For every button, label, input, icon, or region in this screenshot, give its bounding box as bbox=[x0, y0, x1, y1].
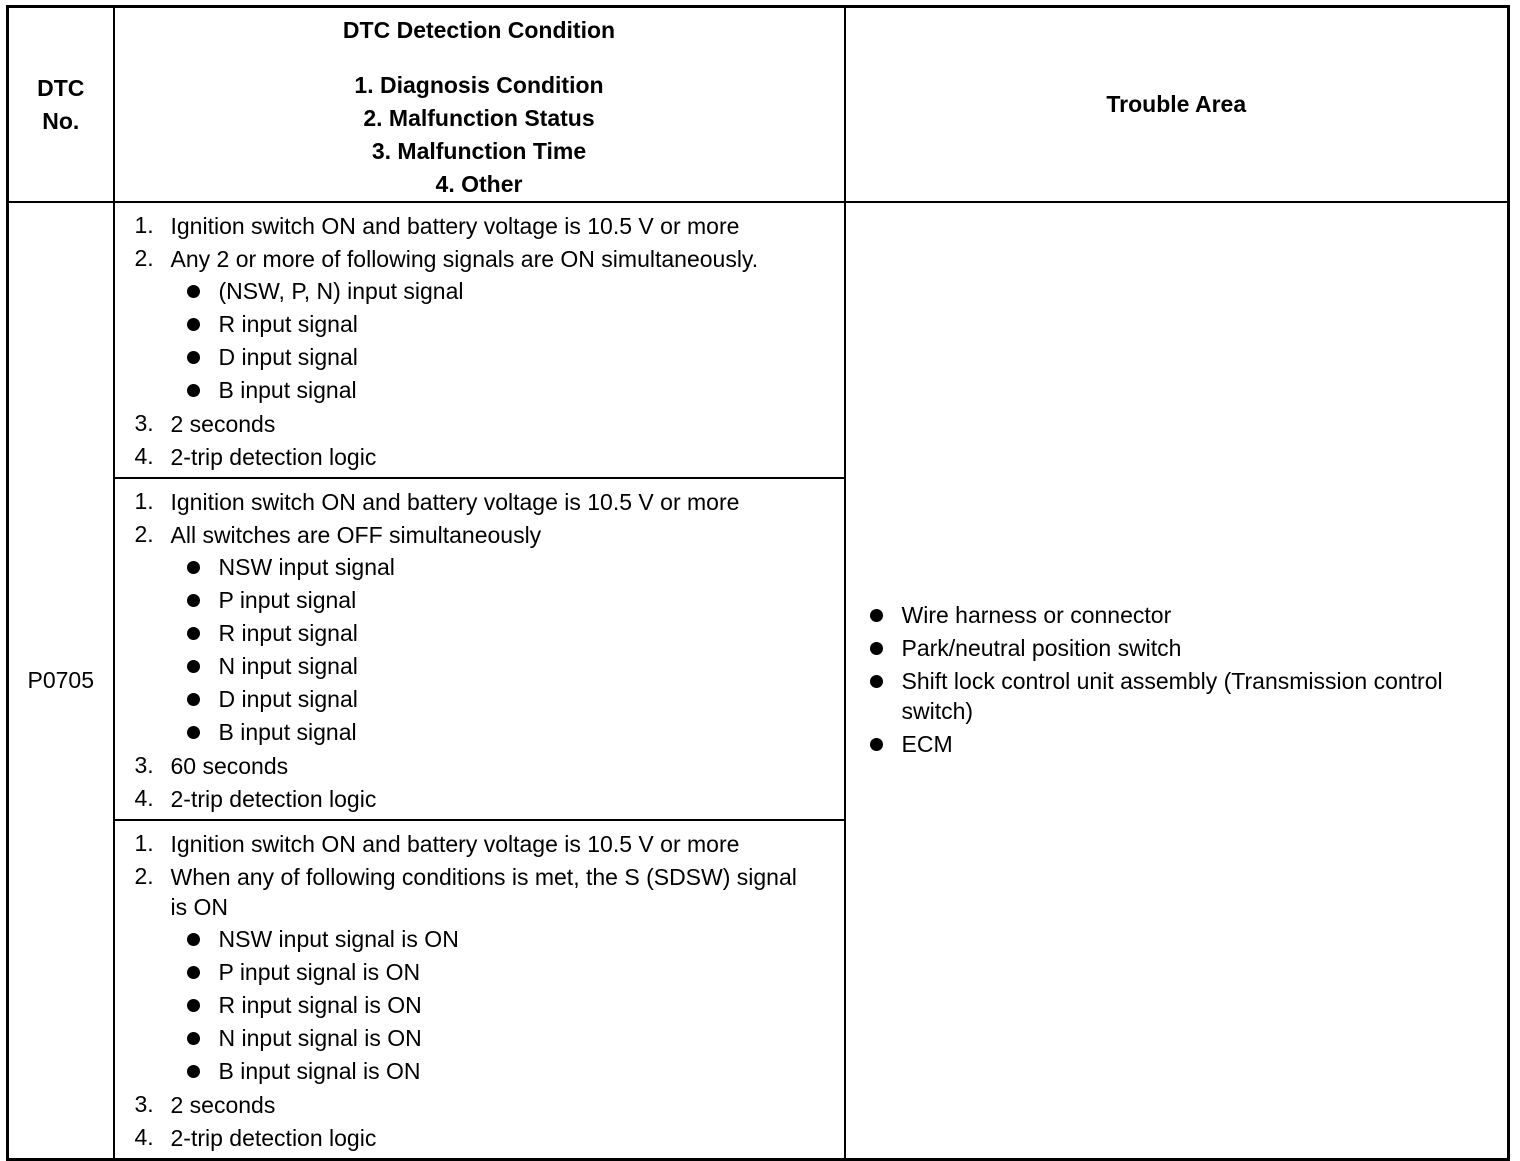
signal-item bbox=[135, 551, 844, 584]
condition-cell bbox=[114, 820, 845, 1160]
list-number: 2. bbox=[134, 521, 154, 547]
signal-text: R input signal is ON bbox=[218, 992, 422, 1018]
bullet-icon bbox=[187, 627, 200, 640]
signal-text: R input signal bbox=[218, 620, 358, 646]
bullet-icon bbox=[870, 738, 883, 751]
condition-cell bbox=[114, 202, 845, 478]
status-line bbox=[135, 860, 844, 923]
dtc-table bbox=[6, 5, 1510, 1161]
list-number: 1. bbox=[134, 830, 154, 856]
list-number: 4. bbox=[134, 443, 154, 469]
condition-cell bbox=[114, 478, 845, 820]
signal-text: B input signal bbox=[218, 719, 357, 745]
status-line bbox=[135, 518, 844, 551]
bullet-icon bbox=[870, 642, 883, 655]
signal-text: N input signal is ON bbox=[218, 1025, 422, 1051]
bullet-icon bbox=[187, 285, 200, 298]
signal-item bbox=[135, 716, 844, 749]
signal-item bbox=[135, 650, 844, 683]
trouble-area-item bbox=[870, 633, 1498, 663]
list-number: 3. bbox=[134, 1091, 154, 1117]
other-line bbox=[135, 782, 844, 815]
header-condition-item: 3. Malfunction Time bbox=[371, 138, 587, 164]
list-number: 4. bbox=[134, 785, 154, 811]
header-detection-condition bbox=[114, 7, 845, 203]
bullet-icon bbox=[187, 999, 200, 1012]
signal-text: D input signal bbox=[218, 344, 358, 370]
list-number: 3. bbox=[134, 752, 154, 778]
diagnosis-line bbox=[135, 209, 844, 242]
header-condition-title: DTC Detection Condition bbox=[342, 17, 616, 43]
trouble-area-item bbox=[870, 600, 1498, 630]
header-row bbox=[8, 7, 1509, 203]
trouble-area-text: Wire harness or connector bbox=[901, 601, 1172, 628]
time-text: 60 seconds bbox=[170, 753, 289, 779]
bullet-icon bbox=[187, 693, 200, 706]
other-text: 2-trip detection logic bbox=[170, 1125, 377, 1151]
time-line bbox=[135, 749, 844, 782]
header-dtc-no-line2: No. bbox=[42, 107, 80, 134]
list-number: 1. bbox=[134, 488, 154, 514]
list-number: 2. bbox=[134, 245, 154, 271]
table-row bbox=[8, 202, 1509, 478]
signal-text: R input signal bbox=[218, 311, 358, 337]
diagnosis-text: Ignition switch ON and battery voltage is 10.5 V or more bbox=[170, 213, 740, 239]
time-line bbox=[135, 1088, 844, 1121]
status-line bbox=[135, 242, 844, 275]
signal-text: B input signal is ON bbox=[218, 1058, 421, 1084]
trouble-area-text: Shift lock control unit assembly (Transmission control switch) bbox=[901, 667, 1443, 724]
header-condition-item: 2. Malfunction Status bbox=[363, 105, 595, 131]
trouble-area-cell bbox=[845, 202, 1509, 1160]
signal-item bbox=[135, 1055, 844, 1088]
header-condition-item: 1. Diagnosis Condition bbox=[354, 72, 604, 98]
status-text: All switches are OFF simultaneously bbox=[170, 522, 542, 548]
list-number: 2. bbox=[134, 863, 154, 889]
list-number: 4. bbox=[134, 1124, 154, 1150]
other-text: 2-trip detection logic bbox=[170, 444, 377, 470]
status-text: When any of following conditions is met, the S (SDSW) signal is ON bbox=[170, 864, 797, 920]
signal-text: D input signal bbox=[218, 686, 358, 712]
bullet-icon bbox=[187, 1032, 200, 1045]
bullet-icon bbox=[187, 594, 200, 607]
signal-text: NSW input signal bbox=[218, 554, 395, 580]
signal-text: N input signal bbox=[218, 653, 358, 679]
diagnosis-line bbox=[135, 485, 844, 518]
bullet-icon bbox=[187, 933, 200, 946]
trouble-area-item bbox=[870, 666, 1498, 726]
trouble-area-item bbox=[870, 729, 1498, 759]
bullet-icon bbox=[187, 351, 200, 364]
trouble-area-text: ECM bbox=[901, 730, 953, 757]
header-condition-item: 4. Other bbox=[435, 171, 523, 197]
trouble-area-text: Park/neutral position switch bbox=[901, 634, 1182, 661]
signal-item bbox=[135, 617, 844, 650]
bullet-icon bbox=[187, 660, 200, 673]
other-line bbox=[135, 1121, 844, 1154]
signal-text: B input signal bbox=[218, 377, 357, 403]
diagnosis-text: Ignition switch ON and battery voltage is 10.5 V or more bbox=[170, 489, 740, 515]
bullet-icon bbox=[187, 966, 200, 979]
signal-item bbox=[135, 308, 844, 341]
signal-item bbox=[135, 275, 844, 308]
signal-item bbox=[135, 956, 844, 989]
signal-item bbox=[135, 989, 844, 1022]
bullet-icon bbox=[187, 318, 200, 331]
status-text: Any 2 or more of following signals are ON simultaneously. bbox=[170, 246, 759, 272]
signal-text: NSW input signal is ON bbox=[218, 926, 459, 952]
signal-item bbox=[135, 341, 844, 374]
time-text: 2 seconds bbox=[170, 1092, 276, 1118]
other-text: 2-trip detection logic bbox=[170, 786, 377, 812]
signal-item bbox=[135, 1022, 844, 1055]
list-number: 3. bbox=[134, 410, 154, 436]
signal-item bbox=[135, 584, 844, 617]
signal-item bbox=[135, 374, 844, 407]
signal-item bbox=[135, 683, 844, 716]
header-trouble-area: Trouble Area bbox=[845, 7, 1509, 203]
signal-text: P input signal bbox=[218, 587, 357, 613]
bullet-icon bbox=[187, 726, 200, 739]
bullet-icon bbox=[187, 1065, 200, 1078]
time-text: 2 seconds bbox=[170, 411, 276, 437]
list-number: 1. bbox=[134, 212, 154, 238]
time-line bbox=[135, 407, 844, 440]
signal-item bbox=[135, 923, 844, 956]
dtc-table-page bbox=[6, 5, 1507, 1151]
bullet-icon bbox=[870, 609, 883, 622]
dtc-code-cell: P0705 bbox=[8, 202, 114, 1160]
diagnosis-line bbox=[135, 827, 844, 860]
bullet-icon bbox=[870, 675, 883, 688]
header-dtc-no bbox=[8, 7, 114, 203]
bullet-icon bbox=[187, 561, 200, 574]
diagnosis-text: Ignition switch ON and battery voltage is 10.5 V or more bbox=[170, 831, 740, 857]
other-line bbox=[135, 440, 844, 473]
bullet-icon bbox=[187, 384, 200, 397]
signal-text: (NSW, P, N) input signal bbox=[218, 278, 464, 304]
header-dtc-no-line1: DTC bbox=[37, 74, 85, 101]
signal-text: P input signal is ON bbox=[218, 959, 421, 985]
